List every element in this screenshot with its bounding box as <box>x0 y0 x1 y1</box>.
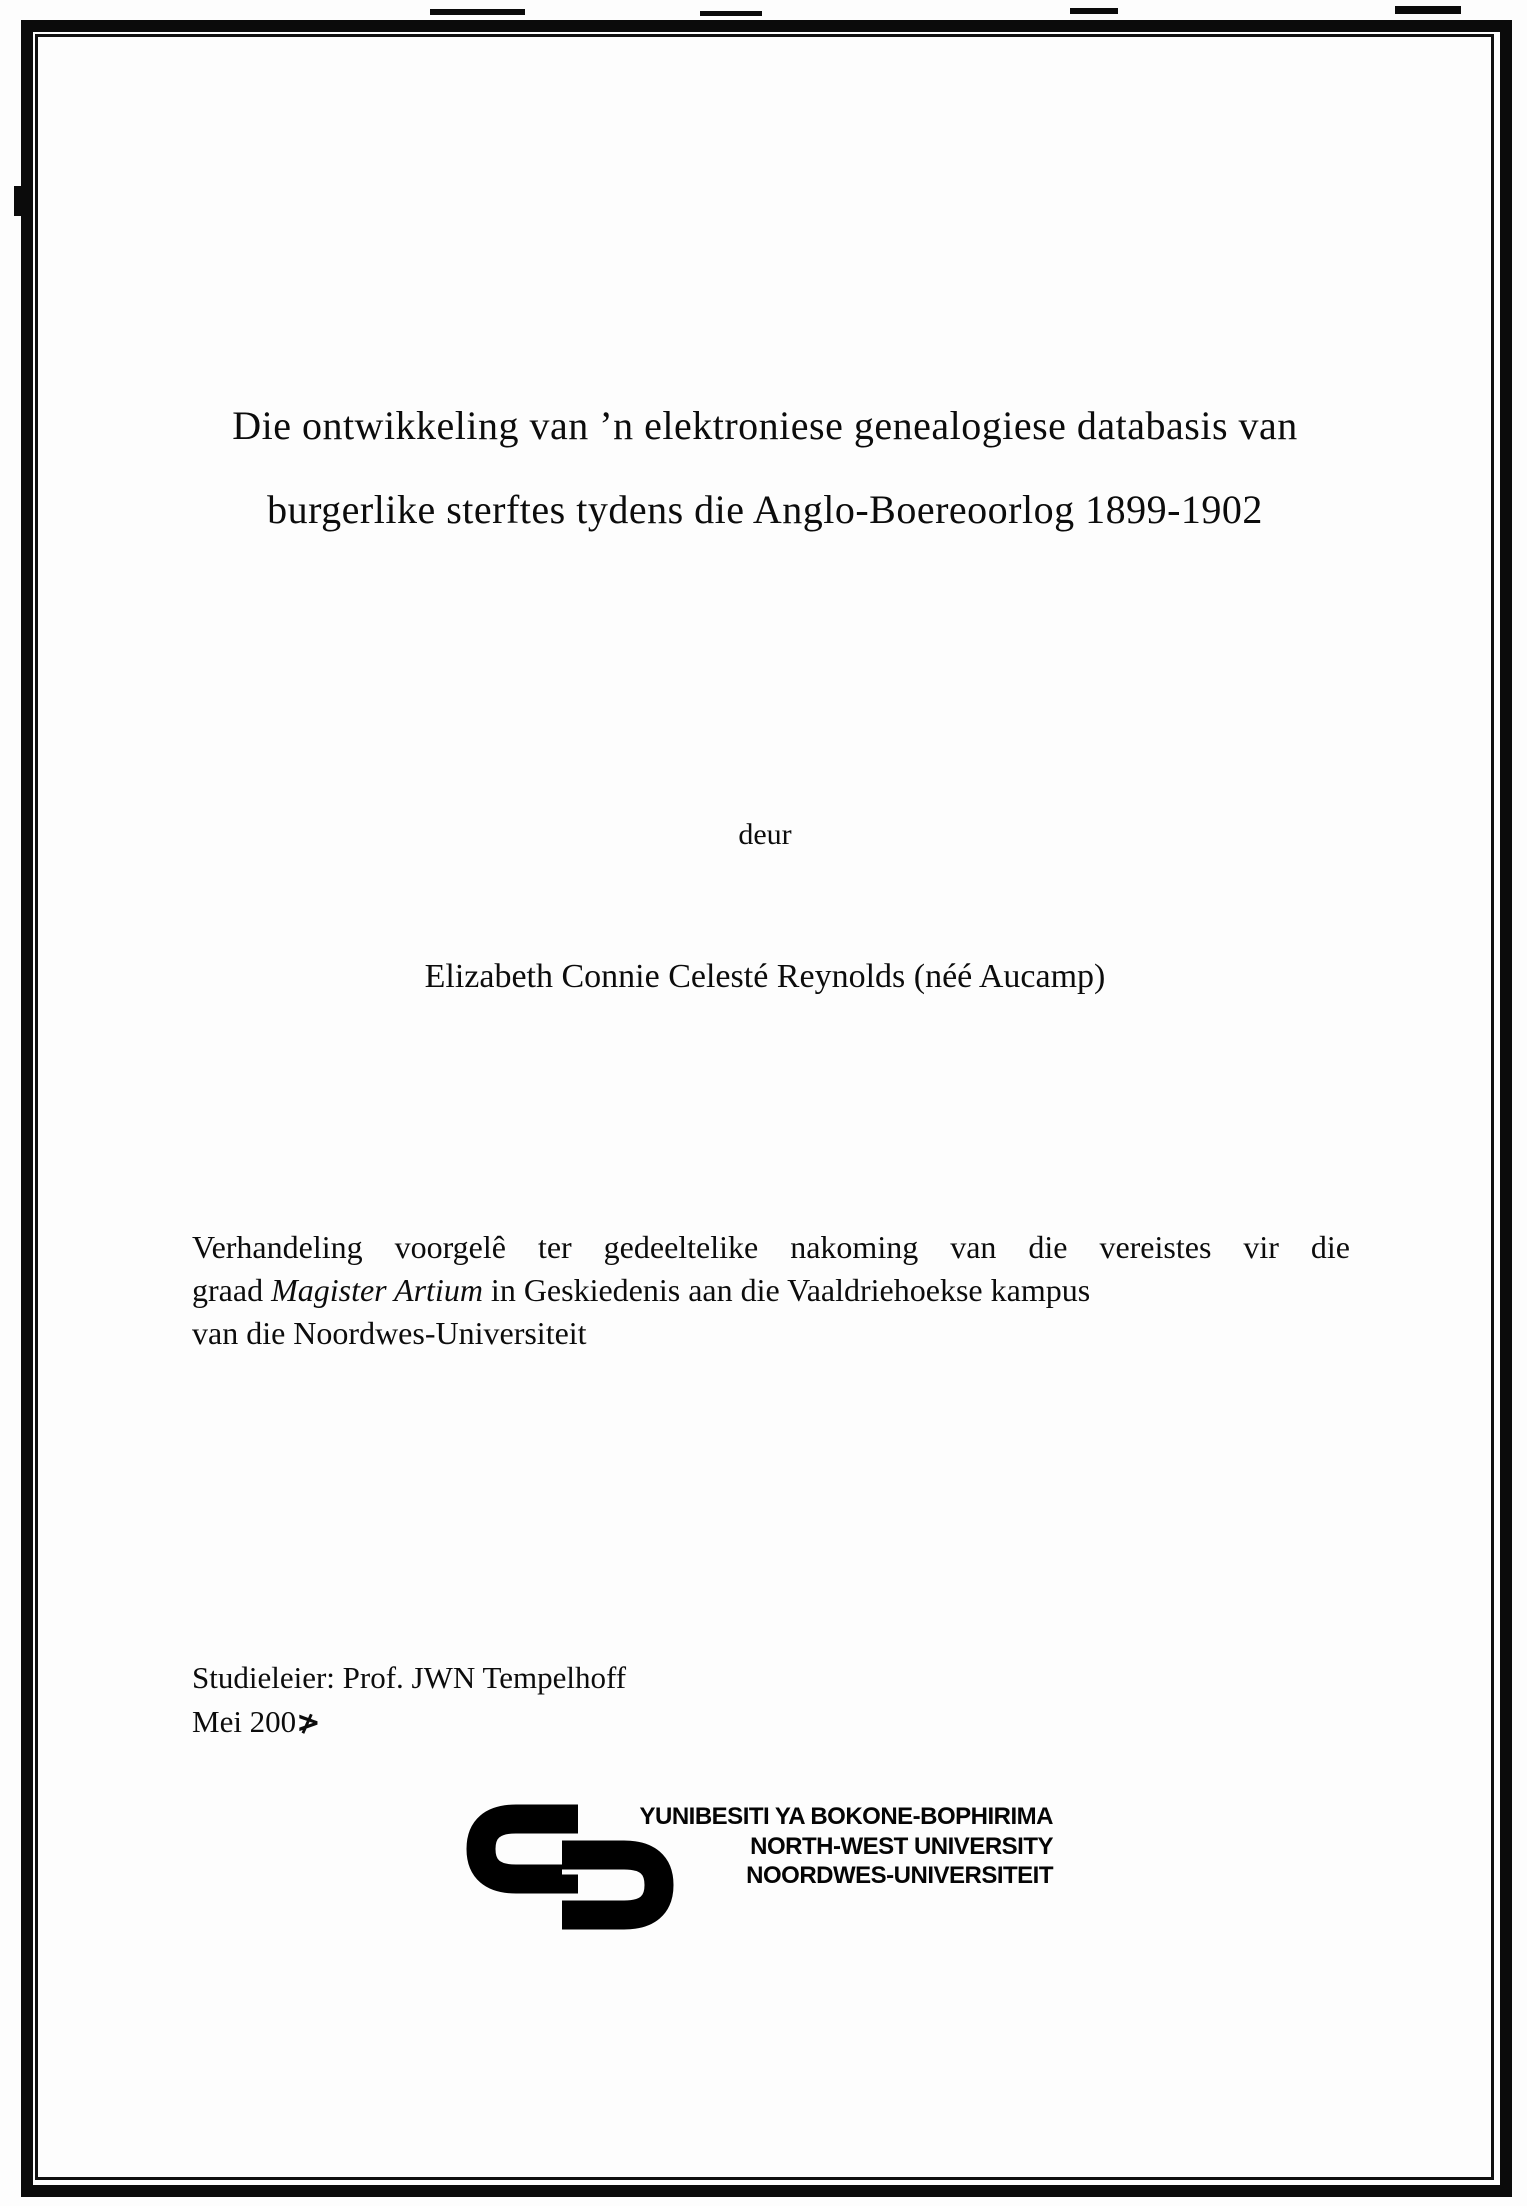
author-name: Elizabeth Connie Celesté Reynolds (néé Aucamp) <box>424 958 1106 995</box>
date-line <box>192 1700 1092 1744</box>
date-prefix: Mei 200 <box>192 1704 297 1739</box>
university-name-setswana: YUNIBESITI YA BOKONE-BOPHIRIMA <box>639 1803 1053 1830</box>
submission-statement-line-2 <box>192 1269 1350 1312</box>
submission-statement-line-3: van die Noordwes-Universiteit <box>192 1315 587 1351</box>
university-name-afrikaans: NOORDWES-UNIVERSITEIT <box>746 1862 1053 1889</box>
statement-line2-suffix: in Geskiedenis aan die Vaaldriehoekse kampus <box>482 1272 1091 1308</box>
scan-artifact <box>1395 6 1461 14</box>
scan-artifact <box>430 9 525 15</box>
submission-statement <box>192 1226 1350 1355</box>
university-name-english: NORTH-WEST UNIVERSITY <box>750 1832 1053 1860</box>
scan-artifact <box>1070 8 1118 14</box>
statement-line2-prefix: graad <box>192 1272 272 1308</box>
date-last-digit: ≯ <box>296 1705 321 1739</box>
thesis-title-line-2: burgerlike sterftes tydens die Anglo-Boereoorlog 1899-1902 <box>267 487 1263 532</box>
supervisor-block <box>192 1656 1092 1744</box>
submission-statement-line-1: Verhandeling voorgelê ter gedeeltelike nakoming van die vereistes vir die <box>192 1229 1350 1265</box>
degree-name: Magister Artium <box>271 1272 483 1308</box>
university-logo-text <box>585 1802 1053 1891</box>
supervisor-line: Studieleier: Prof. JWN Tempelhoff <box>192 1660 627 1695</box>
byline-label: deur <box>738 818 792 851</box>
thesis-title-line-1: Die ontwikkeling van ’n elektroniese genealogiese databasis van <box>232 403 1298 448</box>
scan-artifact <box>700 11 762 16</box>
